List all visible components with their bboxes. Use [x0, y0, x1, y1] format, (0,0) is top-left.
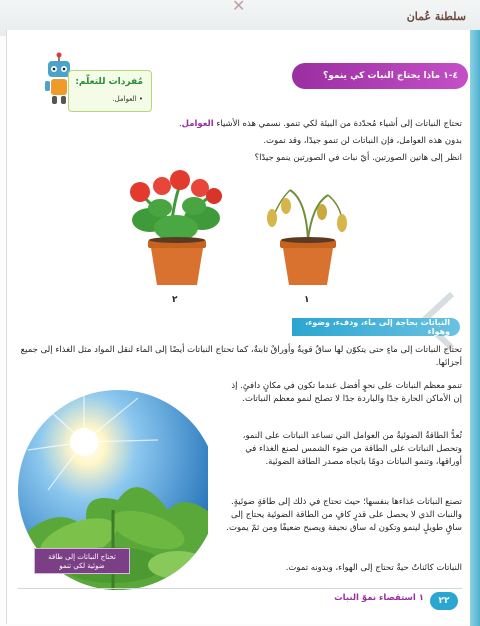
subsection-heading	[292, 318, 460, 336]
section-title: ٤-١ ماذا يحتاج النبات كي ينمو؟	[322, 71, 458, 81]
vocabulary-title: مُفردات للتعلّم:	[75, 77, 143, 87]
chapter-title: ١ استقصاء نموّ النبات	[334, 593, 424, 603]
right-edge-strip	[470, 30, 480, 626]
food-paragraph: تصنع النباتات غذاءها بنفسها؛ حيث تحتاج في ذلك إلى طاقةٍ ضوئيةٍ. والنبات الذي لا يحصل على قدرٍ كافٍ من الطاقة الضوئية يحتاج إلى ساقٍ طويلٍ لينمو وتكون له ساق نحيفة ويصبح ضعيفًا ومن ثمّ يموت.	[226, 497, 462, 533]
intro-paragraph-1	[18, 118, 462, 131]
close-icon: ✕	[232, 0, 246, 15]
footer-divider	[18, 588, 462, 589]
healthy-plant-illustration	[130, 170, 222, 285]
page-number: ٢٢	[430, 592, 458, 610]
air-paragraph: النباتات كائناتٌ حيةٌ تحتاج إلى الهواء، وبدونه تموت.	[285, 563, 462, 573]
plants-figure	[110, 160, 380, 310]
term-factors: العوامل	[181, 119, 214, 129]
intro-end: .	[178, 119, 182, 129]
light-paragraph: تُعدُّ الطاقةُ الضوئيةُ من العوامل التي تساعد النباتات على النمو، وتحصل النباتات على الطاقة من ضوء الشمس لصنع الغذاء في أوراقها، وتنمو النباتات دومًا باتجاه مصدر الطاقة الضوئية.	[242, 431, 462, 467]
intro-paragraph-2: بدون هذه العوامل، فإن النباتات لن تنمو جيدًا، وقد تموت.	[263, 136, 462, 146]
figure-label-2: ٢	[172, 295, 178, 305]
warmth-paragraph: تنمو معظم النباتات على نحوٍ أفضل عندما تكون في مكانٍ دافئٍ. إذ إن الأماكن الحارة جدًا والباردة جدًا لا تصلح لنمو معظم النباتات.	[231, 381, 462, 404]
vocabulary-item: • العوامل.	[112, 95, 143, 103]
vocabulary-box	[68, 70, 152, 112]
photo-caption: تحتاج النباتات إلى طاقة ضوئية لكي تنمو	[34, 548, 130, 574]
intro-paragraph-3: انظر إلى هاتين الصورتين. أيّ نبات في الصورتين ينمو جيدًا؟	[254, 153, 462, 163]
water-paragraph: تحتاج النباتات إلى ماءٍ حتى يتكوّن لها ساقٌ قويةٌ وأوراقٌ ثابتةٌ، كما تحتاج النباتات أيضًا إلى الماء لنقل المواد مثل الغذاء إلى جميع أجزائها.	[20, 345, 462, 368]
intro-text: تحتاج النباتات إلى أشياء مُحدّدة من البيئة لكي تنمو. نسمي هذه الأشياء	[213, 119, 462, 129]
section-heading	[292, 63, 468, 89]
brand-text: سلطنة عُمان	[406, 10, 466, 23]
wilted-plant-illustration	[267, 190, 347, 285]
subsection-title: النباتات بحاجة إلى ماء، ودفء، وضوء، وهواء	[305, 318, 450, 336]
figure-label-1: ١	[304, 295, 310, 305]
